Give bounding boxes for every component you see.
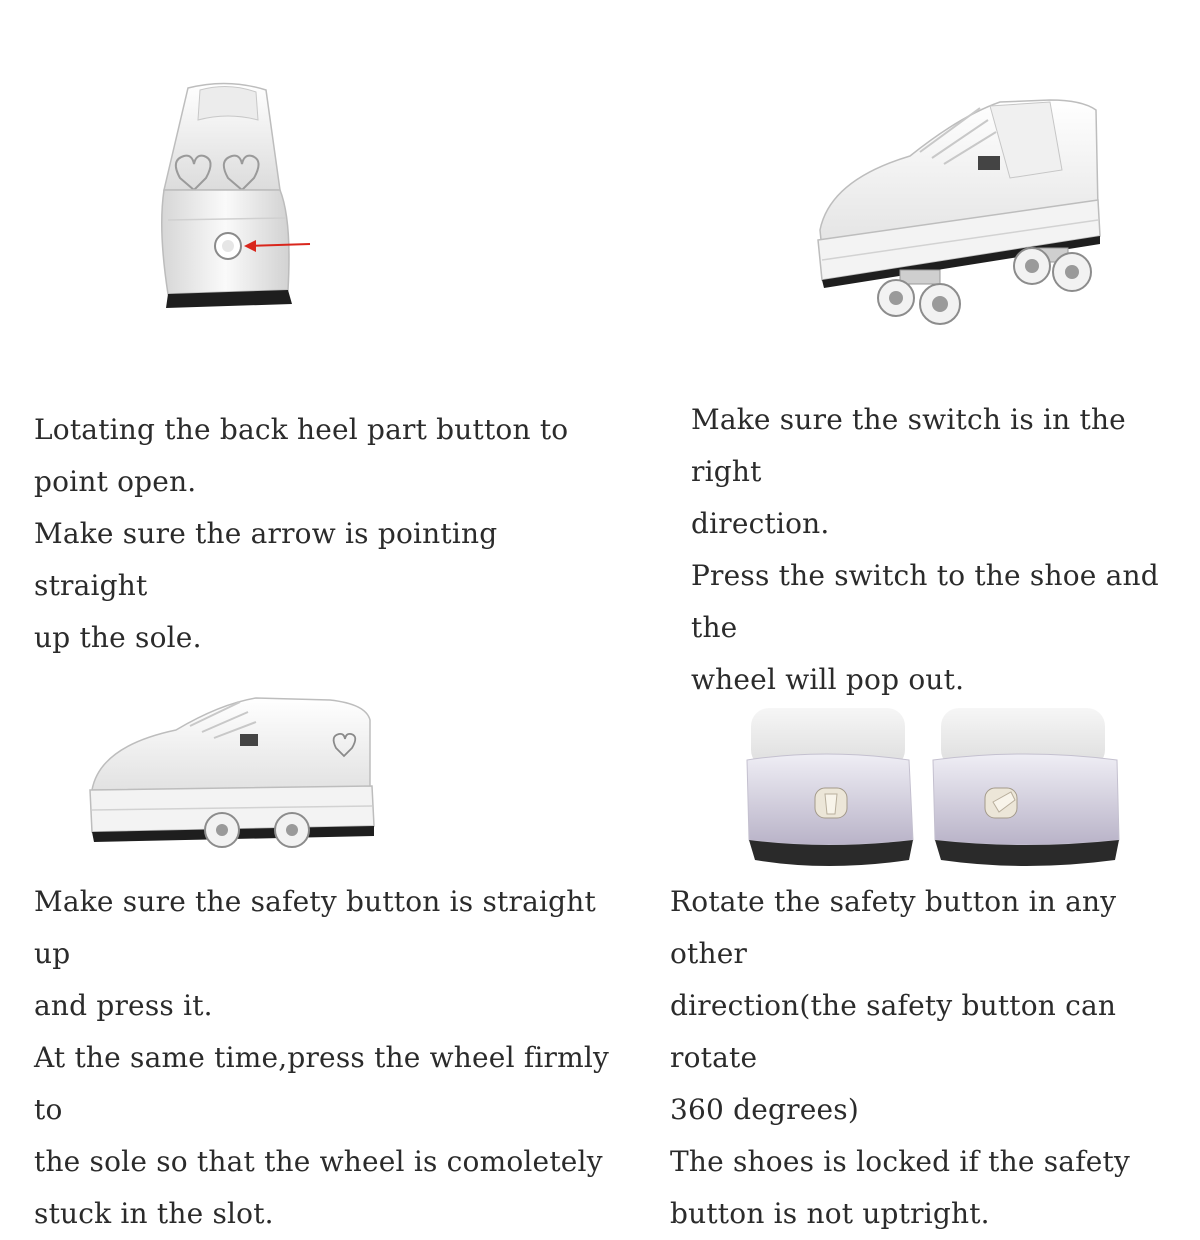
caption-line: The shoes is locked if the safety [670,1145,1131,1178]
caption-line: up the sole. [34,621,202,654]
caption-line: Lotating the back heel part button to [34,413,569,446]
step-1-caption [34,404,594,664]
caption-line: Make sure the safety button is straight up [34,885,596,970]
caption-line: direction(the safety button can rotate [670,989,1117,1074]
caption-line: wheel will pop out. [691,663,965,696]
shoe-heels-pair-photo [735,690,1135,880]
caption-line: and press it. [34,989,213,1022]
step-4-caption [670,876,1190,1240]
caption-line: the sole so that the wheel is comoletely [34,1145,603,1178]
step-3-caption [34,876,634,1240]
shoe-side-wheels-retracted-photo [80,660,380,860]
caption-line: stuck in the slot. [34,1197,274,1230]
caption-line: Make sure the arrow is pointing straight [34,517,498,602]
caption-line: 360 degrees) [670,1093,859,1126]
caption-line: point open. [34,465,197,498]
shoe-side-wheels-out-photo [800,60,1130,350]
caption-line: Press the switch to the shoe and the [691,559,1159,644]
step-2-caption [691,394,1191,706]
caption-line: Rotate the safety button in any other [670,885,1117,970]
caption-line: button is not uptright. [670,1197,990,1230]
shoe-heel-back-photo [88,60,368,330]
caption-line: direction. [691,507,830,540]
caption-line: At the same time,press the wheel firmly to [34,1041,610,1126]
caption-line: Make sure the switch is in the right [691,403,1126,488]
